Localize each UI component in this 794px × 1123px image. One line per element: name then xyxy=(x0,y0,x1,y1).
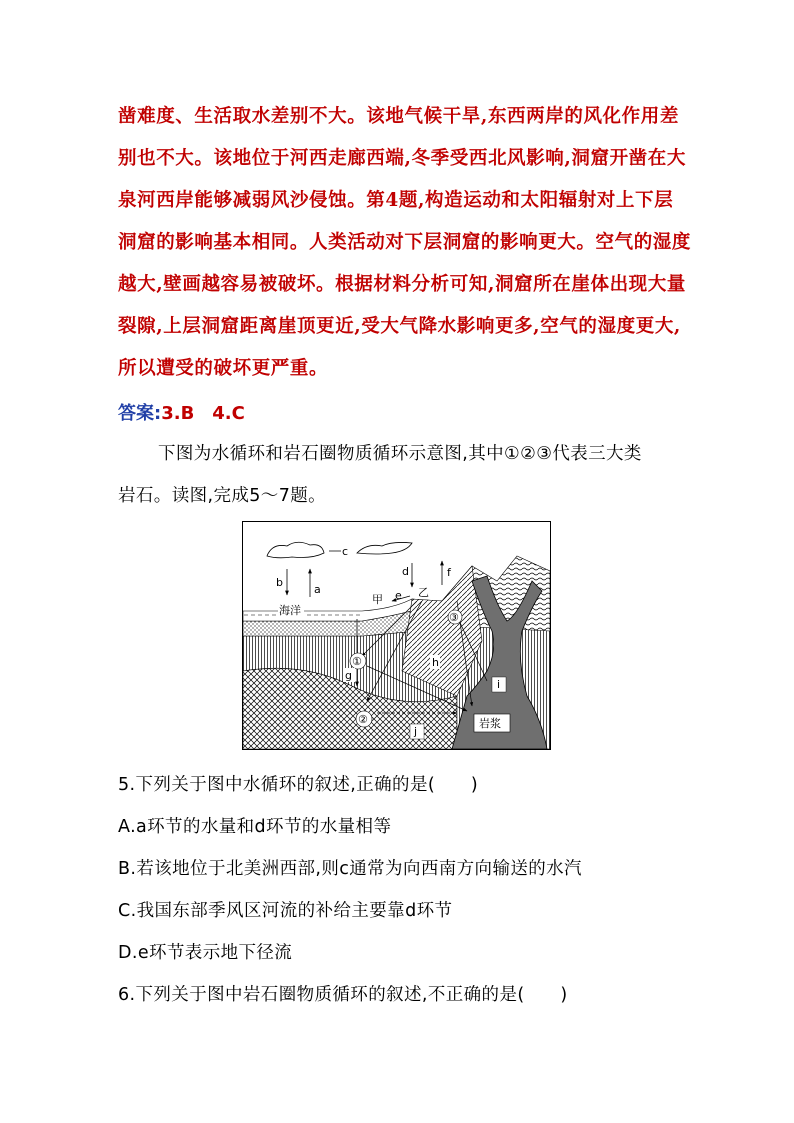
label-g: g xyxy=(345,669,352,682)
label-d: d xyxy=(402,565,409,578)
intro-line-1: 下图为水循环和岩石圈物质循环示意图,其中①②③代表三大类 xyxy=(158,444,642,464)
answer-line xyxy=(118,399,245,425)
question-5-option-d: D.e环节表示地下径流 xyxy=(118,943,293,963)
explanation-line-4: 洞窟的影响基本相同。人类活动对下层洞窟的影响更大。空气的湿度 xyxy=(118,232,692,253)
label-magma: 岩浆 xyxy=(479,717,501,730)
label-h: h xyxy=(432,656,439,669)
label-rock3: ③ xyxy=(449,611,459,624)
question-5: 5.下列关于图中水循环的叙述,正确的是( ) xyxy=(118,775,479,795)
explanation-line-5: 越大,壁画越容易被破坏。根据材料分析可知,洞窟所在崖体出现大量 xyxy=(118,274,686,295)
label-i: i xyxy=(497,678,501,691)
label-j: j xyxy=(414,725,418,738)
intro-line-2: 岩石。读图,完成5～7题。 xyxy=(118,486,327,506)
question-6: 6.下列关于图中岩石圈物质循环的叙述,不正确的是( ) xyxy=(118,985,568,1005)
explanation-line-7: 所以遭受的破坏更严重。 xyxy=(118,358,329,379)
label-c: c xyxy=(342,545,349,558)
explanation-line-1: 凿难度、生活取水差别不大。该地气候干旱,东西两岸的风化作用差 xyxy=(118,106,679,127)
label-e: e xyxy=(395,589,402,602)
explanation-line-2: 别也不大。该地位于河西走廊西端,冬季受西北风影响,洞窟开凿在大 xyxy=(118,148,686,169)
label-a: a xyxy=(314,583,321,596)
question-5-option-a: A.a环节的水量和d环节的水量相等 xyxy=(118,817,392,837)
label-jia: 甲 xyxy=(372,593,383,606)
label-yi: 乙 xyxy=(418,586,429,599)
label-rock1: ① xyxy=(352,655,362,668)
label-ocean: 海洋 xyxy=(279,604,301,617)
answer-label: 答案: xyxy=(118,403,162,424)
question-5-option-b: B.若该地位于北美洲西部,则c通常为向西南方向输送的水汽 xyxy=(118,859,582,879)
label-rock2: ② xyxy=(358,713,368,726)
answer-value: 3.B 4.C xyxy=(161,403,245,424)
water-rock-cycle-figure xyxy=(242,521,551,750)
explanation-line-3: 泉河西岸能够减弱风沙侵蚀。第4题,构造运动和太阳辐射对上下层 xyxy=(118,190,674,211)
explanation-line-6: 裂隙,上层洞窟距离崖顶更近,受大气降水影响更多,空气的湿度更大, xyxy=(118,316,681,337)
label-b: b xyxy=(276,576,283,589)
question-5-option-c: C.我国东部季风区河流的补给主要靠d环节 xyxy=(118,901,453,921)
label-f: f xyxy=(447,566,451,579)
